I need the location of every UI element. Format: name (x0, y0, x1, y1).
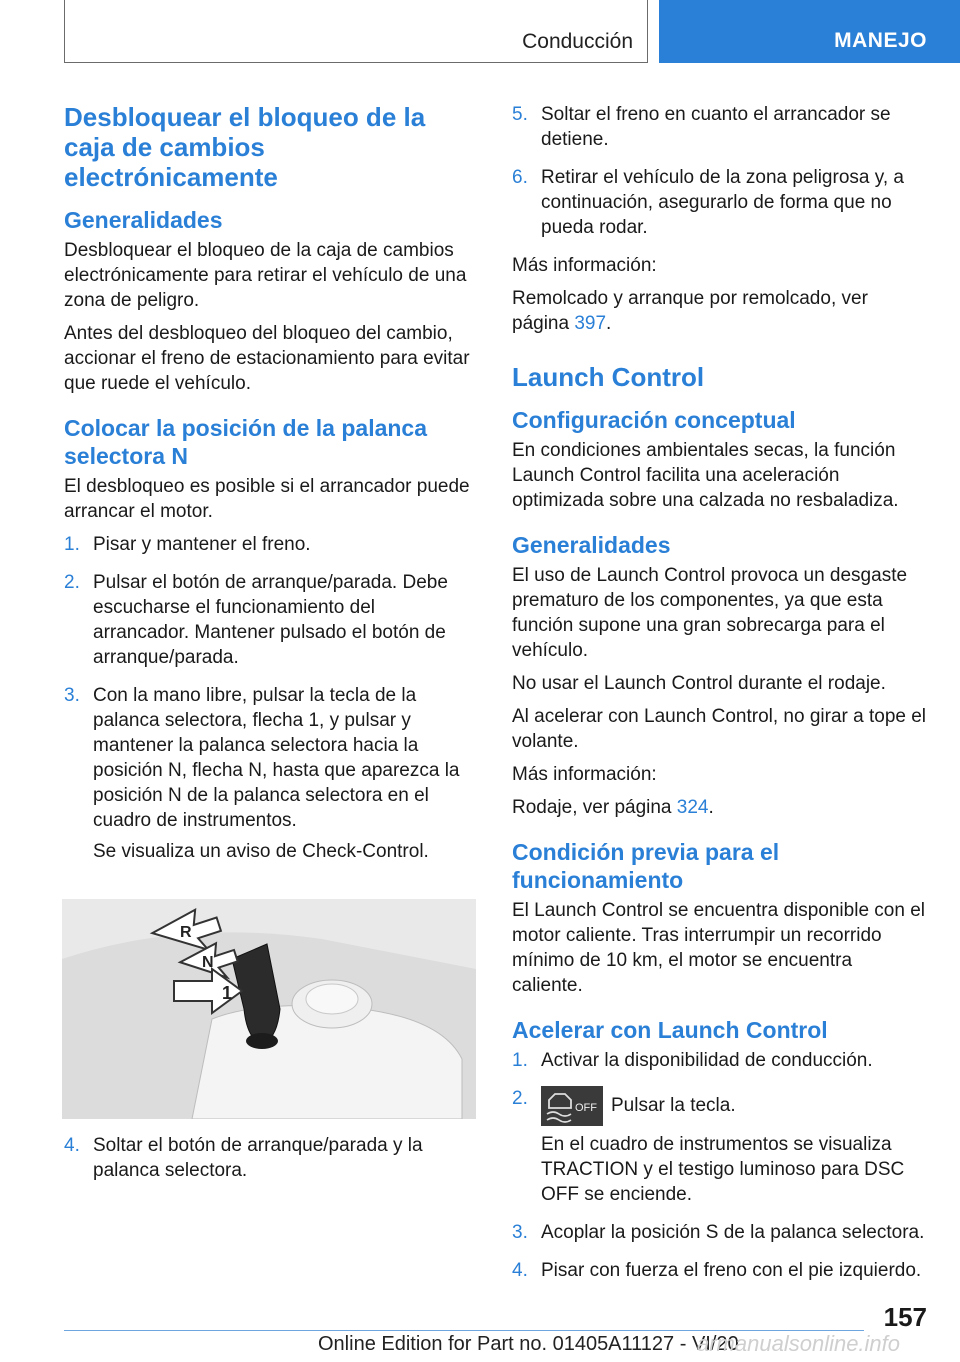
general-heading: Generalidades (64, 207, 223, 233)
arrow-label-1: 1 (222, 983, 233, 1003)
edition-footer: Online Edition for Part no. 01405A11127 - VI/20 (318, 1333, 739, 1355)
step-text: Pulsar la tecla. (611, 1095, 736, 1117)
step-text: Con la mano libre, pulsar la tecla de la palanca selectora, flecha 1, y pulsar y mantener la palanca selectora hacia la posición N, flecha N, hasta que aparezca la posición N de la palanca selectora en el cuadro de instrumentos. (93, 685, 460, 831)
step-text-with-icon (541, 1086, 928, 1126)
left-column-bottom (64, 1133, 476, 1196)
step-number: 3. (512, 1222, 528, 1243)
step-text: Acoplar la posición S de la palanca selectora. (541, 1222, 925, 1243)
list-item (512, 1258, 928, 1289)
step-number: 6. (512, 167, 528, 188)
runin-page-link[interactable]: 324 (676, 797, 709, 818)
step-text: Retirar el vehículo de la zona peligrosa y, a continuación, asegurarlo de forma que no pueda rodar. (541, 167, 904, 238)
general-paragraph-1: Desbloquear el bloqueo de la caja de cambios electrónicamente para retirar el vehículo de una zona de peligro. (64, 240, 467, 311)
step-number: 4. (64, 1135, 80, 1156)
neutral-paragraph: El desbloqueo es posible si el arrancador puede arrancar el motor. (64, 476, 470, 522)
precondition-paragraph: El Launch Control se encuentra disponible con el motor caliente. Tras interrumpir un recorrido mínimo de 10 km, el motor se encuentra caliente. (512, 900, 925, 996)
step-number: 1. (64, 534, 80, 555)
concept-paragraph: En condiciones ambientales secas, la función Launch Control facilita una aceleración optimizada sobre una calzada no resbaladiza. (512, 440, 899, 511)
gear-selector-illustration (62, 899, 476, 1119)
accelerate-heading: Acelerar con Launch Control (512, 1017, 828, 1043)
general-paragraph-2: Antes del desbloqueo del bloqueo del cambio, accionar el freno de estacionamiento para evitar que ruede el vehículo. (64, 323, 470, 394)
section-title: Conducción (522, 30, 633, 53)
list-item (512, 165, 928, 246)
general-right-paragraph-2: No usar el Launch Control durante el rodaje. (512, 673, 886, 694)
step-number: 3. (64, 685, 80, 706)
tow-page-link[interactable]: 397 (574, 313, 607, 334)
header-section-box (64, 0, 648, 63)
chapter-tab[interactable] (659, 0, 960, 63)
precondition-heading: Condición previa para el funcionamiento (512, 839, 780, 893)
more-info-label: Más información: (512, 255, 657, 276)
step-number: 4. (512, 1260, 528, 1281)
general-heading-right: Generalidades (512, 532, 671, 558)
step-text: Activar la disponibilidad de conducción. (541, 1050, 873, 1071)
dsc-off-icon (541, 1086, 603, 1126)
step-text: Soltar el freno en cuanto el arrancador se detiene. (541, 104, 891, 150)
step-text: Pulsar el botón de arranque/parada. Debe escucharse el funcionamiento del arrancador. Mantener pulsado el botón de arranque/parada. (93, 572, 448, 668)
list-item (512, 1086, 928, 1213)
dsc-off-icon-drawing (541, 1086, 603, 1126)
general-right-paragraph-3: Al acelerar con Launch Control, no girar a tope el volante. (512, 706, 927, 752)
step-number: 5. (512, 104, 528, 125)
step-subtext: Se visualiza un aviso de Check-Control. (93, 841, 429, 862)
runin-reference: Rodaje, ver página 324. (512, 797, 714, 818)
watermark: armanualsonline.info (697, 1331, 901, 1356)
step-number: 2. (64, 572, 80, 593)
step-text: Pisar y mantener el freno. (93, 534, 311, 555)
list-item (64, 570, 476, 676)
list-item (512, 1048, 928, 1079)
step-subtext: En el cuadro de instrumentos se visualiza TRACTION y el testigo luminoso para DSC OFF se enciende. (541, 1134, 905, 1205)
list-item (64, 683, 476, 870)
step-number: 2. (512, 1088, 528, 1109)
page-number: 157 (883, 1302, 927, 1332)
step-text: Soltar el botón de arranque/parada y la palanca selectora. (93, 1135, 423, 1181)
arrow-label-n: N (202, 954, 214, 971)
neutral-heading: Colocar la posición de la palanca selectora N (64, 415, 428, 469)
dsc-off-icon-label: OFF (575, 1102, 597, 1114)
left-column (64, 102, 476, 877)
tow-reference: Remolcado y arranque por remolcado, ver página 397. (512, 288, 868, 334)
tow-reference-text: Remolcado y arranque por remolcado, ver página (512, 288, 868, 334)
runin-reference-text: Rodaje, ver página (512, 797, 672, 818)
gear-selector-drawing (62, 899, 476, 1119)
neutral-steps-list (64, 532, 476, 870)
unlock-title: Desbloquear el bloqueo de la caja de cambios electrónicamente (64, 102, 426, 192)
concept-heading: Configuración conceptual (512, 407, 796, 433)
chapter-tab-label: MANEJO (834, 28, 927, 52)
arrow-label-r: R (180, 924, 192, 941)
list-item (512, 1220, 928, 1251)
list-item (512, 102, 928, 158)
list-item (64, 1133, 476, 1189)
right-column (512, 102, 928, 1296)
launch-control-title: Launch Control (512, 362, 705, 392)
general-right-paragraph-1: El uso de Launch Control provoca un desgaste prematuro de los componentes, ya que esta función supone una gran sobrecarga para el vehículo. (512, 565, 908, 661)
step-number: 1. (512, 1050, 528, 1071)
more-info-label-2: Más información: (512, 764, 657, 785)
step-text: Pisar con fuerza el freno con el pie izquierdo. (541, 1260, 922, 1281)
list-item (64, 532, 476, 563)
